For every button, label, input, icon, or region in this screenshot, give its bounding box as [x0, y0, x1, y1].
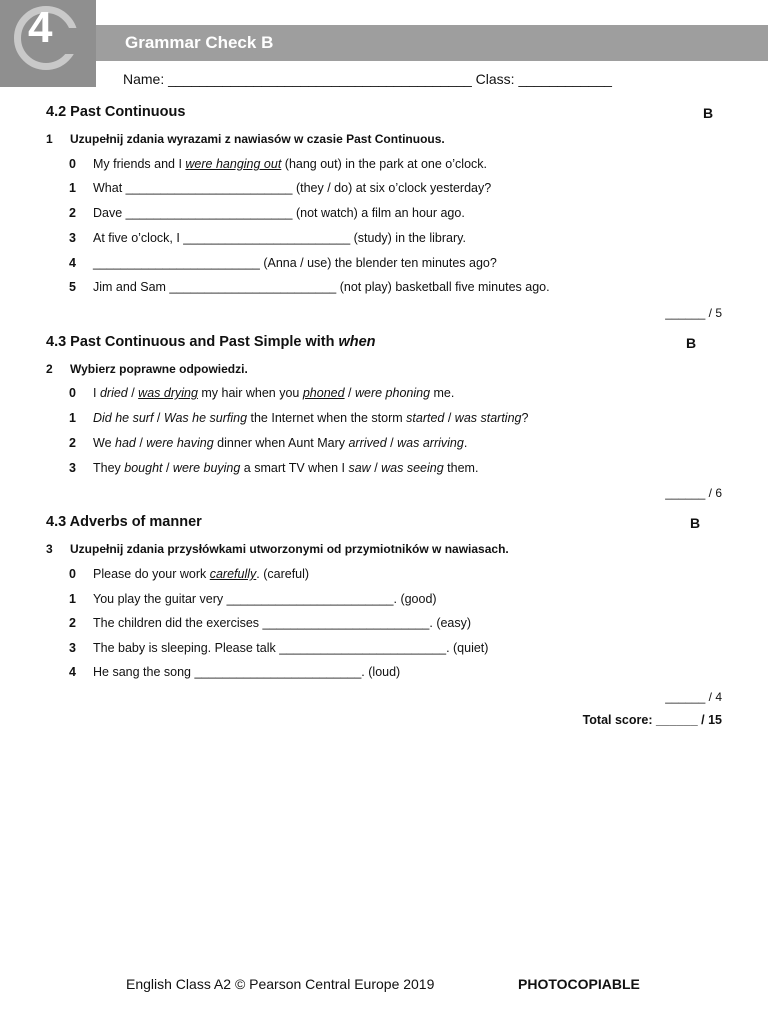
exercise-instruction: 1 Uzupełnij zdania wyrazami z nawiasów w czasie Past Continuous. [46, 132, 445, 146]
exercise-item: 4 He sang the song ________________________. (loud) [69, 665, 401, 679]
exercise-item: 0 My friends and I were hanging out (hang out) in the park at one o’clock. [69, 157, 487, 171]
exercise-item: 1 What ________________________ (they / do) at six o’clock yesterday? [69, 181, 492, 195]
section-version: B [686, 335, 697, 351]
section-version: B [703, 105, 714, 121]
exercise-item: 1 Did he surf / Was he surfing the Internet when the storm started / was starting? [69, 411, 529, 425]
footer-copyright: English Class A2 © Pearson Central Europe 2019 [126, 976, 435, 992]
exercise-instruction: 2 Wybierz poprawne odpowiedzi. [46, 362, 248, 376]
unit-number: 4 [28, 3, 53, 52]
page-title: Grammar Check B [125, 33, 274, 52]
section-title: 4.2 Past Continuous [46, 104, 186, 120]
exercise-instruction: 3 Uzupełnij zdania przysłówkami utworzonymi od przymiotników w nawiasach. [46, 542, 509, 556]
example-answer: carefully [209, 567, 257, 581]
section-title: 4.3 Adverbs of manner [46, 514, 202, 530]
exercise-item: 0 I dried / was drying my hair when you phoned / were phoning me. [69, 386, 455, 400]
example-answer: were hanging out [185, 157, 282, 171]
unit-badge [0, 0, 96, 87]
name-class-line: Name: _______________________________________ Class: ____________ [123, 71, 612, 87]
section-version: B [690, 515, 701, 531]
section-score: ______ / 4 [665, 690, 722, 704]
section-score: ______ / 6 [665, 486, 722, 500]
exercise-item: 2 The children did the exercises ________________________. (easy) [69, 616, 472, 630]
section-title: 4.3 Past Continuous and Past Simple with when [46, 334, 376, 350]
exercise-item: 1 You play the guitar very ________________________. (good) [69, 592, 437, 606]
footer-photocopiable: PHOTOCOPIABLE [518, 976, 640, 992]
exercise-item: 3 At five o’clock, I ________________________ (study) in the library. [69, 231, 466, 245]
exercise-item: 5 Jim and Sam ________________________ (not play) basketball five minutes ago. [69, 280, 550, 294]
total-score: Total score: ______ / 15 [582, 713, 722, 727]
exercise-item: 2 We had / were having dinner when Aunt Mary arrived / was arriving. [69, 436, 468, 450]
exercise-item: 3 The baby is sleeping. Please talk ________________________. (quiet) [69, 641, 489, 655]
section-score: ______ / 5 [665, 306, 722, 320]
exercise-item: 4 ________________________ (Anna / use) the blender ten minutes ago? [69, 256, 497, 270]
exercise-item: 2 Dave ________________________ (not watch) a film an hour ago. [69, 206, 465, 220]
title-bar [96, 25, 768, 61]
exercise-item: 0 Please do your work carefully. (careful) [69, 567, 310, 581]
exercise-item: 3 They bought / were buying a smart TV when I saw / was seeing them. [69, 461, 479, 475]
